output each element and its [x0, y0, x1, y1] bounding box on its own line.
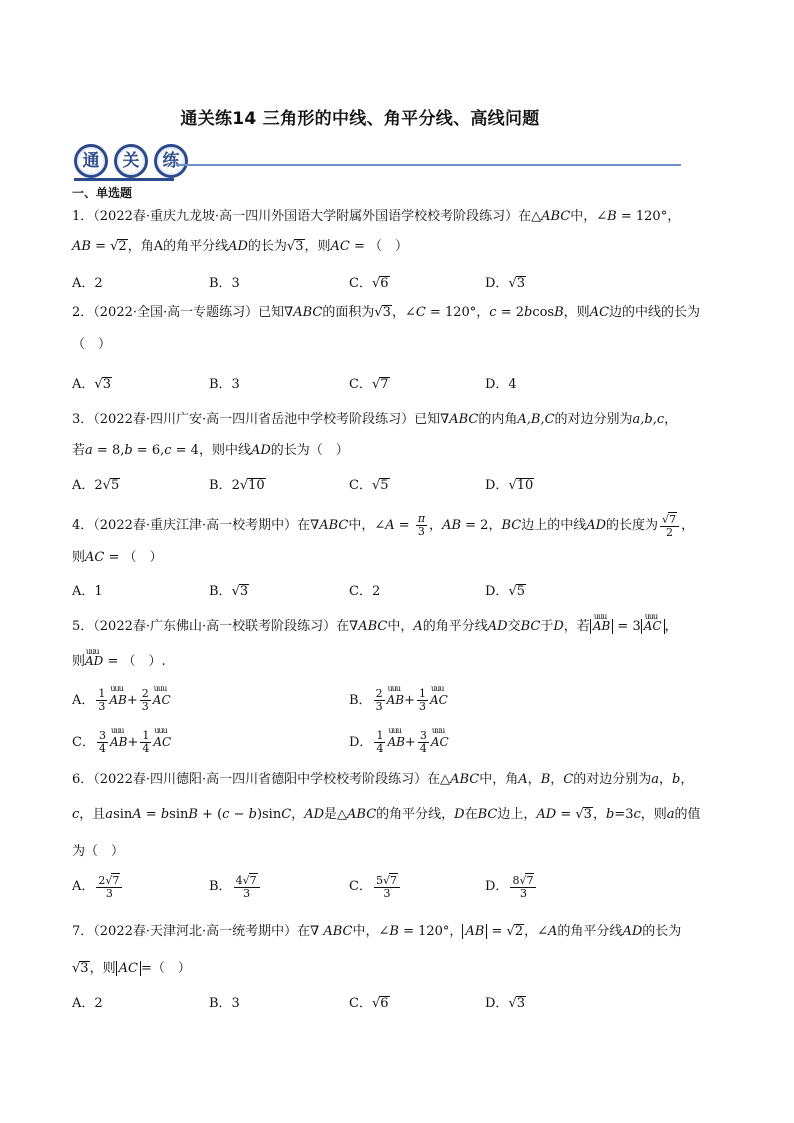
q7-option-a[interactable]: A．2 — [72, 996, 103, 1011]
q3-option-d[interactable]: D．√10 — [485, 478, 534, 493]
q5-option-b[interactable]: B． $\frac{2}{3}$ uuu AB+ $\frac{1}{3}$ uuu AC — [349, 688, 448, 713]
question-7: 7．（2022春·天津河北·高一统考期中）在∇ ABC中，∠B = 120°， AB = √2，∠A的角平分线AD的长为 — [72, 924, 682, 939]
q4-option-b[interactable]: B．√3 — [209, 584, 249, 599]
page-title — [0, 104, 794, 129]
question-6-source: 6．（2022春·四川德阳·高一四川省德阳中学校校考阶段练习）在 — [72, 772, 441, 787]
q2-option-a[interactable]: A．√3 — [72, 377, 111, 392]
q3-option-a[interactable]: A．2√5 — [72, 478, 120, 493]
q2-option-b[interactable]: B．3 — [209, 377, 240, 392]
logo-char-2: 关 — [114, 144, 148, 178]
question-7-options — [72, 992, 732, 1016]
q1-option-a[interactable]: A．2 — [72, 276, 103, 291]
question-7-source: 7．（2022春·天津河北·高一统考期中）在 — [72, 924, 311, 939]
q5-option-d[interactable]: D． $\frac{1}{4}$ uuu AB+ $\frac{3}{4}$ uuu AC — [349, 730, 449, 755]
title-text: 通关练14 三角形的中线、角平分线、高线问题 — [180, 109, 540, 129]
question-2: 2．（2022·全国·高一专题练习）已知∇ABC的面积为√3，∠C = 120°，c = 2bcosB，则AC边的中线的长为 — [72, 305, 701, 320]
question-4: 4．（2022春·重庆江津·高一校考期中）在∇ABC中，∠A = $\frac{\pi}{3}$ ，AB = 2，BC边上的中线AD的长度为 $\frac{√7}{2}$ ， — [72, 512, 695, 539]
q7-option-d[interactable]: D．√3 — [485, 996, 526, 1011]
question-2-source: 2．（2022·全国·高一专题练习）已知 — [72, 305, 285, 320]
question-1: 1．（2022春·重庆九龙坡·高一四川外国语大学附属外国语学校校考阶段练习）在△ABC中，∠B = 120°， — [72, 209, 681, 224]
q6-option-a[interactable]: A． $\frac{2√7}{3}$ — [72, 873, 124, 900]
question-1-source: 1．（2022春·重庆九龙坡·高一四川外国语大学附属外国语学校校考阶段练习）在 — [72, 209, 532, 224]
q7-option-b[interactable]: B．3 — [209, 996, 240, 1011]
question-7-line2: √3，则 AC =（ ） — [72, 961, 191, 976]
question-6-options — [72, 873, 732, 905]
q3-option-b[interactable]: B．2√10 — [209, 478, 265, 493]
logo-underline — [74, 178, 174, 181]
question-1-options — [72, 272, 732, 296]
logo-char-1: 通 — [74, 144, 108, 178]
q6-option-b[interactable]: B． $\frac{4√7}{3}$ — [209, 873, 262, 900]
q5-option-c[interactable]: C． $\frac{3}{4}$ uuu AB+ $\frac{1}{4}$ uuu AC — [72, 730, 171, 755]
logo-divider — [176, 164, 681, 166]
question-2-line2: （ ） — [72, 337, 112, 352]
q5-option-a[interactable]: A． $\frac{1}{3}$ uuu AB+ $\frac{2}{3}$ uuu AC — [72, 688, 171, 713]
question-3-source: 3．（2022春·四川广安·高一四川省岳池中学校考阶段练习）已知 — [72, 412, 441, 427]
q3-option-c[interactable]: C．√5 — [349, 478, 389, 493]
question-5-options-cd — [72, 730, 732, 758]
question-4-line2: 则AC = （ ） — [72, 550, 163, 565]
question-6-line3: 为（ ） — [72, 844, 125, 859]
logo-char-3: 练 — [154, 144, 188, 178]
question-5: 5．（2022春·广东佛山·高一校联考阶段练习）在∇ABC中，A的角平分线AD交BC于D，若uuu AB = 3uuu AC ， — [72, 617, 732, 636]
q1-option-c[interactable]: C．√6 — [349, 276, 389, 291]
question-5-options-ab — [72, 688, 732, 716]
question-5-source: 5．（2022春·广东佛山·高一校联考阶段练习）在 — [72, 619, 350, 634]
q7-option-c[interactable]: C．√6 — [349, 996, 389, 1011]
section-heading: 一、单选题 — [72, 186, 133, 200]
question-3: 3．（2022春·四川广安·高一四川省岳池中学校考阶段练习）已知∇ABC的内角A,B,C的对边分别为a,b,c， — [72, 412, 678, 427]
q4-option-a[interactable]: A．1 — [72, 584, 103, 599]
section-logo — [74, 144, 188, 178]
question-5-line2: 则uuu AD = （ ）. — [72, 652, 732, 671]
q1-option-d[interactable]: D．√3 — [485, 276, 526, 291]
question-3-options — [72, 474, 732, 498]
q2-option-c[interactable]: C．√7 — [349, 377, 389, 392]
question-6: 6．（2022春·四川德阳·高一四川省德阳中学校校考阶段练习）在△ABC中，角A，B，C的对边分别为a，b， — [72, 772, 694, 787]
question-6-line2: c，且asinA = bsinB + (c − b)sinC，AD是△ABC的角平分线，D在BC边上，AD = √3，b=3c，则a的值 — [72, 807, 701, 822]
question-2-options — [72, 373, 732, 397]
q6-option-c[interactable]: C． $\frac{5√7}{3}$ — [349, 873, 402, 900]
q2-option-d[interactable]: D．4 — [485, 377, 517, 392]
question-3-line2: 若a = 8,b = 6,c = 4，则中线AD的长为（ ） — [72, 443, 349, 458]
question-4-options — [72, 580, 732, 604]
question-1-line2: AB = √2，角A的角平分线AD的长为√3，则AC = （ ） — [72, 239, 409, 254]
q4-option-c[interactable]: C．2 — [349, 584, 381, 599]
q4-option-d[interactable]: D．√5 — [485, 584, 526, 599]
q6-option-d[interactable]: D． $\frac{8√7}{3}$ — [485, 873, 538, 900]
q1-option-b[interactable]: B．3 — [209, 276, 240, 291]
question-4-source: 4．（2022春·重庆江津·高一校考期中）在 — [72, 518, 311, 533]
